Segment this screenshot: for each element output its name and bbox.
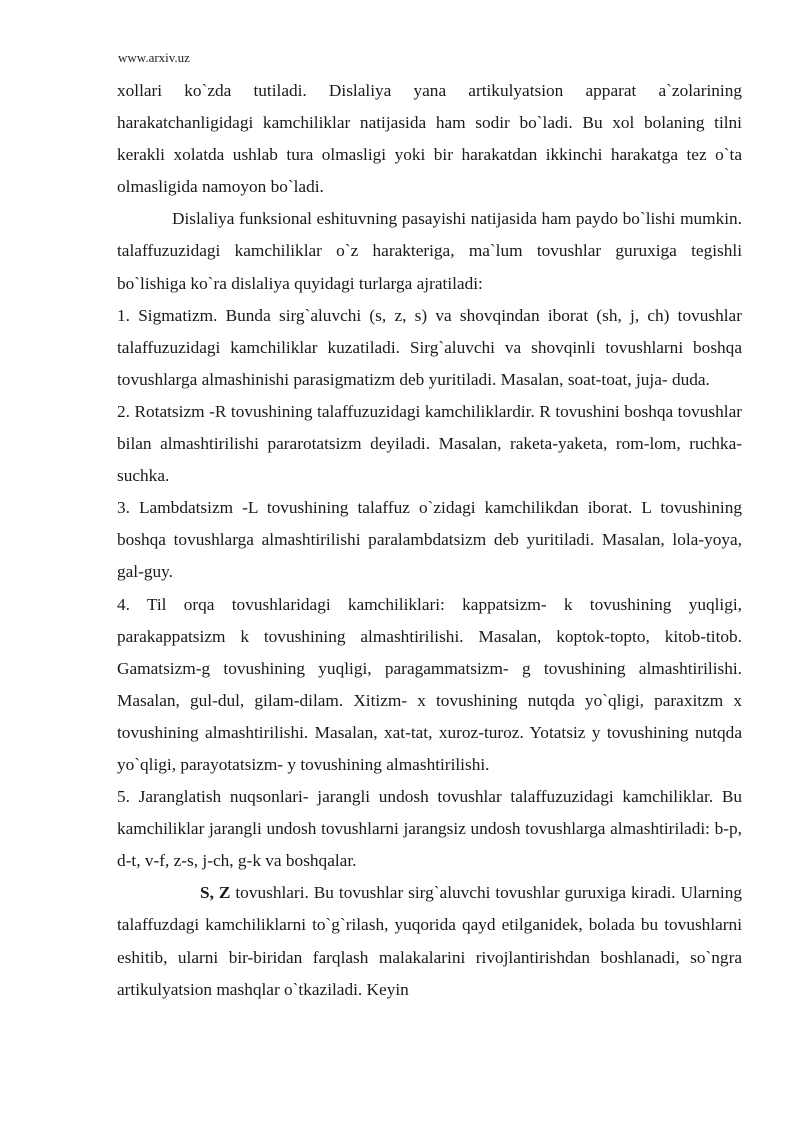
site-header: www.arxiv.uz xyxy=(118,50,190,65)
paragraph-jaranglatish: 5. Jaranglatish nuqsonlari- jarangli undosh tovushlar talaffuzuzidagi kamchiliklar. Bu kamchiliklar jarangli undosh tovushlarni jarangsiz undosh tovushlarga almashtiriladi: b-p, d-t, v-f, z-s, j-ch, g-k va boshqalar. xyxy=(117,787,742,871)
paragraph-2: Dislaliya funksional eshituvning pasayishi natijasida ham paydo bo`lishi mumkin. talaffuzuzidagi kamchiliklar o`z harakteriga, ma`lum tovushlar guruxiga tegishli bo`lishiga ko`ra dislaliya quyidagi turlarga ajratiladi: xyxy=(117,209,742,293)
paragraph-rotatsizm: 2. Rotatsizm -R tovushining talaffuzuzidagi kamchiliklardir. R tovushini boshqa tovushlar bilan almashtirilishi pararotatsizm deyiladi. Masalan, raketa-yaketa, rom-lom, ruchka-suchka. xyxy=(117,401,742,486)
s-z-heading: S, Z xyxy=(200,883,231,903)
paragraph-til-orqa: 4. Til orqa tovushlaridagi kamchiliklari: kappatsizm- k tovushining yuqligi, parakappatsizm k tovushining almashtirilishi. Masalan, koptok-topto, kitob-titob. Gamatsizm-g tovushining yuqligi, paragammatsizm- g tovushining almashtirilishi. Masalan, gul-dul, gilam-dilam. Xitizm- x tovushining nutqda yo`qligi, paraxitzm x tovushining almashtirilishi. Masalan, xat-tat, xuroz-turoz. Yotatsiz y tovushining nutqda yo`qligi, parayotatsizm- y tovushining almashtirilishi. xyxy=(117,594,742,774)
paragraph-s-z xyxy=(117,877,742,1005)
paragraph-sigmatizm: 1. Sigmatizm. Bunda sirg`aluvchi (s, z, s) va shovqindan iborat (sh, j, ch) tovushlar talaffuzuzidagi kamchiliklar kuzatiladi. Sirg`aluvchi va shovqinli tovushlarni boshqa tovushlarga almashinishi parasigmatizm deb yuritiladi. Masalan, soat-toat, juja- duda. xyxy=(117,305,742,389)
document-body xyxy=(117,75,742,1006)
s-z-text: tovushlari. Bu tovushlar sirg`aluvchi tovushlar guruxiga kiradi. Ularning talaffuzdagi kamchiliklarni to`g`rilash, yuqorida qayd etilganidek, bolada bu tovushlarni eshitib, ularni bir-biridan farqlash malakalarini rivojlantirishdan boshlanadi, so`ngra artikulyatsion mashqlar o`tkaziladi. Keyin xyxy=(117,883,743,999)
paragraph-1: xollari ko`zda tutiladi. Dislaliya yana artikulyatsion apparat a`zolarining harakatchanligidagi kamchiliklar natijasida ham sodir bo`ladi. Bu xol bolaning tilni kerakli xolatda ushlab tura olmasligi yoki bir harakatdan ikkinchi harakatga tez o`ta olmasligida namoyon bo`ladi. xyxy=(117,81,742,197)
paragraph-lambdatsizm: 3. Lambdatsizm -L tovushining talaffuz o`zidagi kamchilikdan iborat. L tovushining boshqa tovushlarga almashtirilishi paralambdatsizm deb yuritiladi. Masalan, lola-yoya, gal-guy. xyxy=(117,498,742,582)
